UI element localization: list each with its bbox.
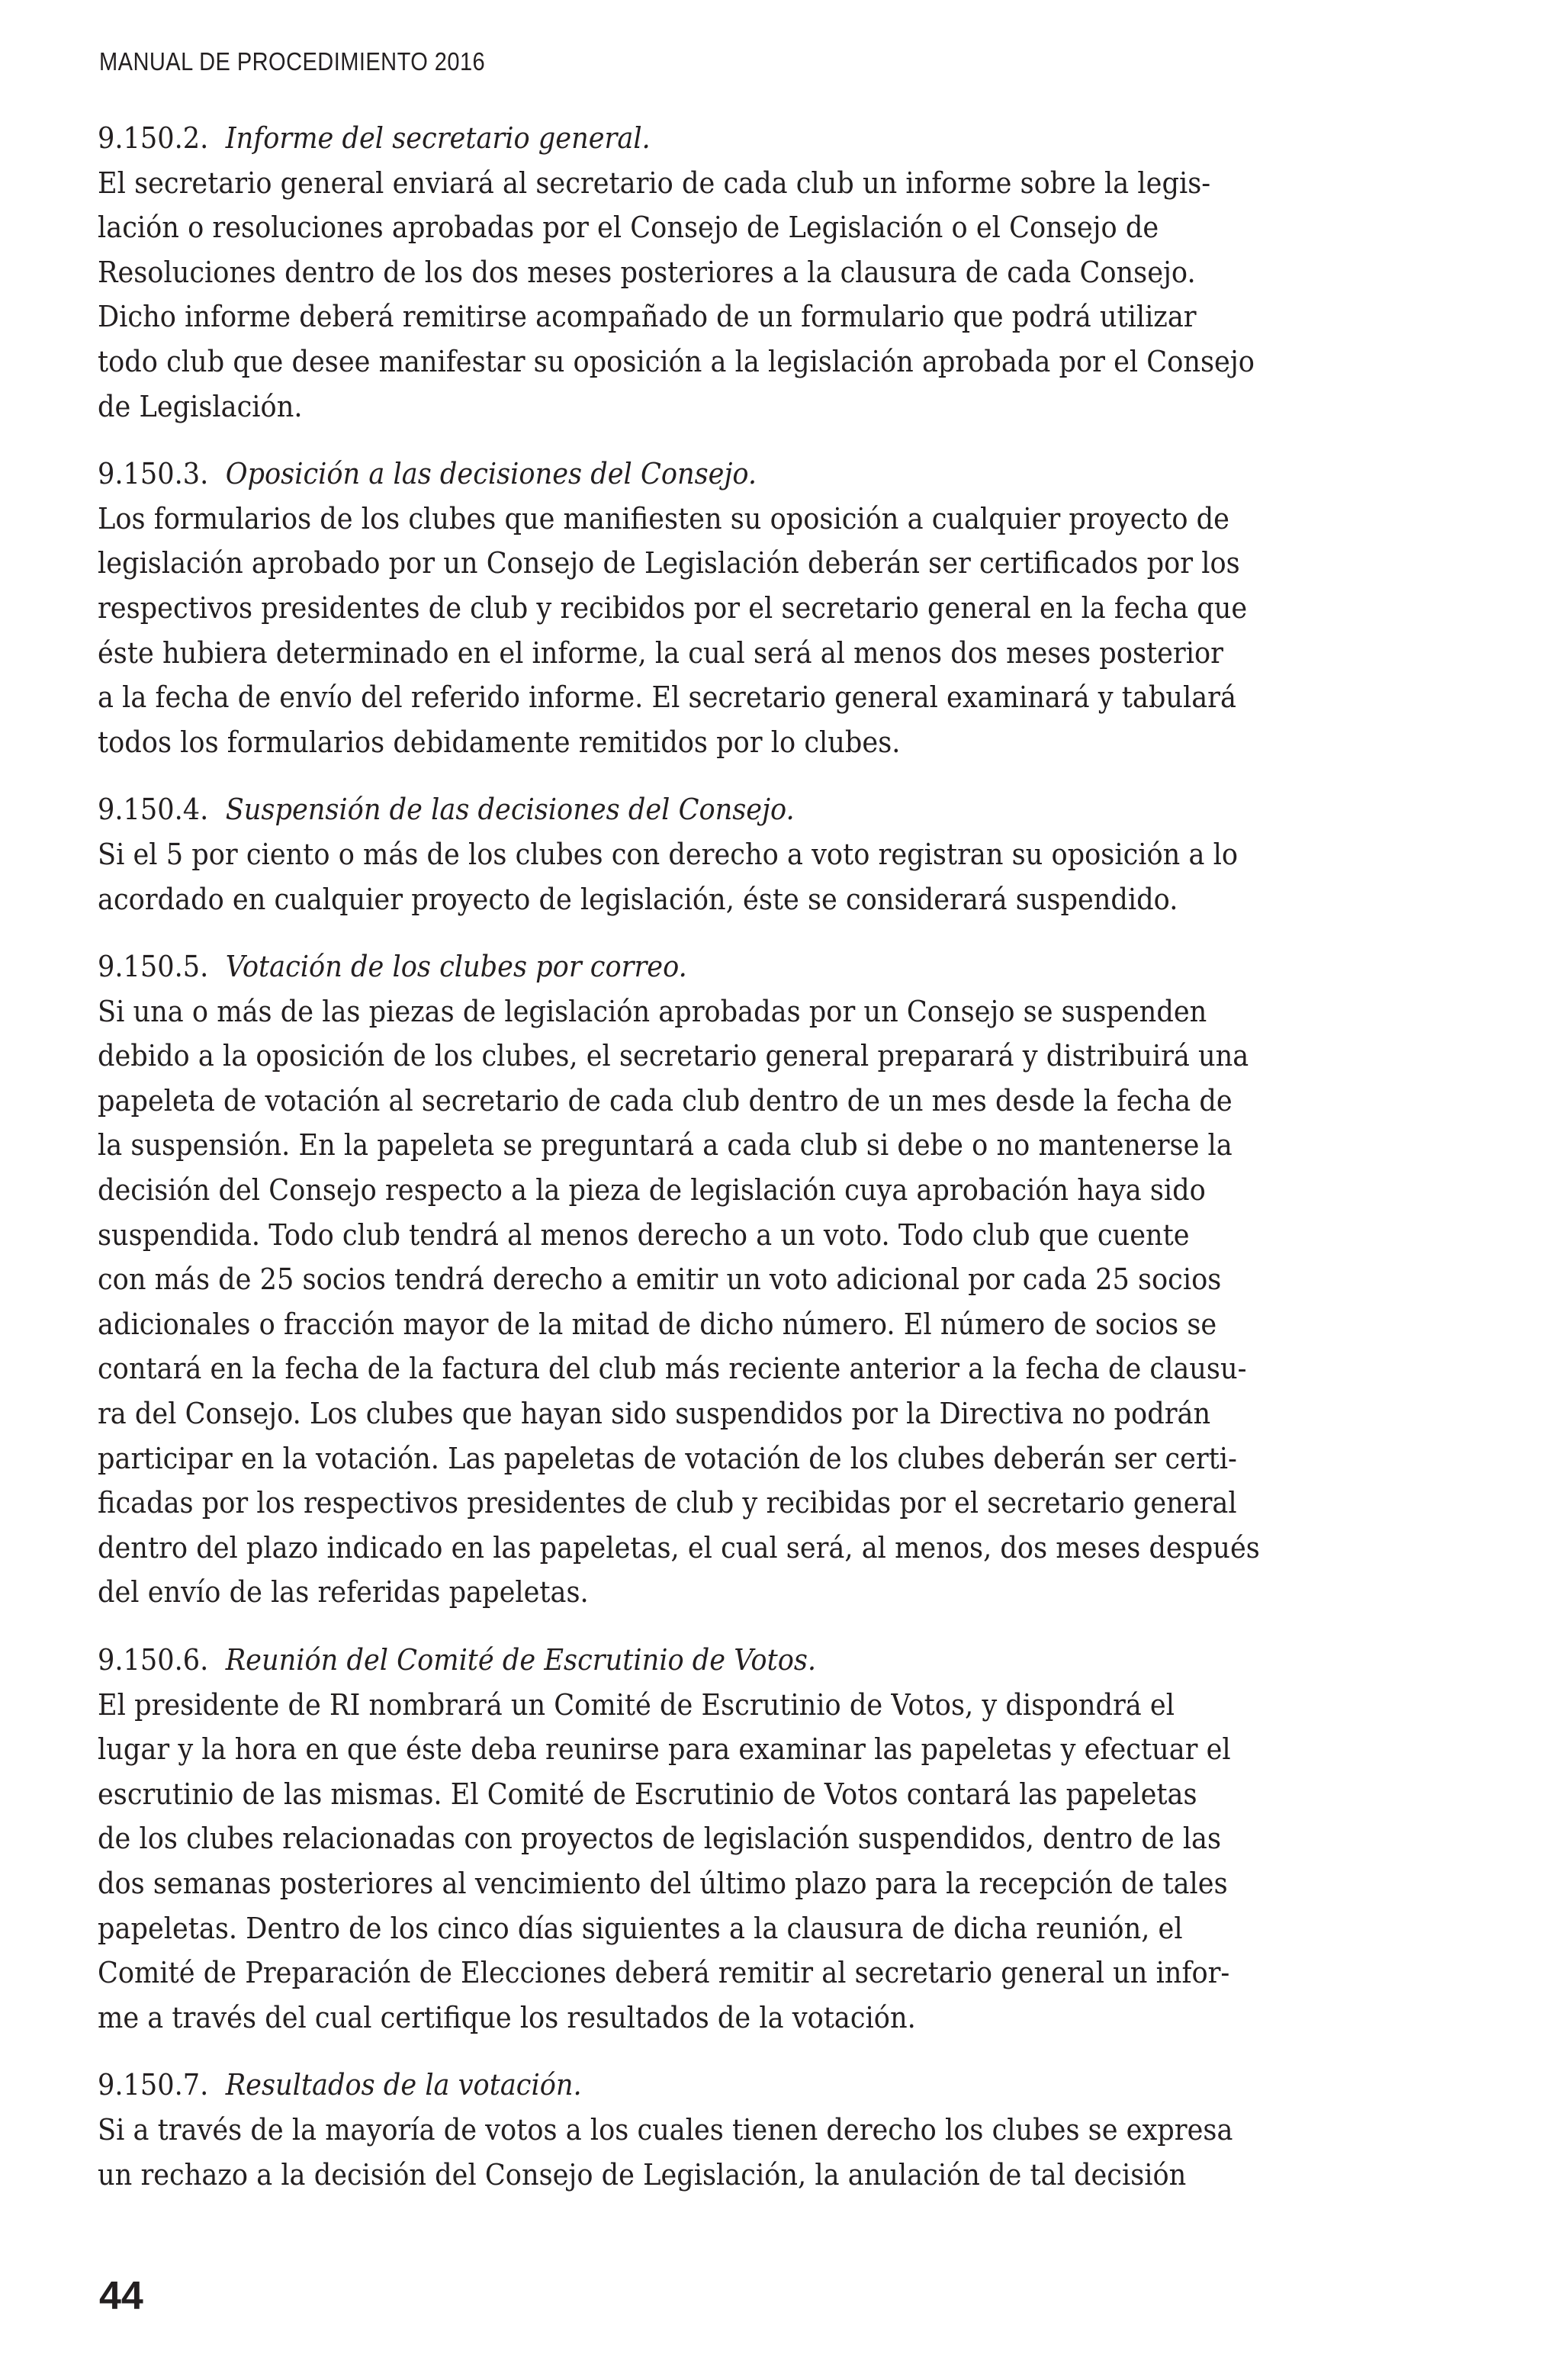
section-number: 9.150.7. [98,2068,209,2102]
section-9-150-6 [98,1638,1425,2040]
paragraph-line: la suspensión. En la papeleta se preguntará a cada club si debe o no mantenerse la [98,1128,1233,1163]
section-9-150-5 [98,944,1425,1615]
section-9-150-4 [98,787,1425,921]
paragraph-line: legislación aprobado por un Consejo de Legislación deberán ser certificados por los [98,546,1240,581]
page-number: 44 [99,2274,143,2318]
section-title: Votación de los clubes por correo. [225,950,687,984]
section-title: Oposición a las decisiones del Consejo. [225,457,757,491]
paragraph-line: Si el 5 por ciento o más de los clubes con derecho a voto registran su oposición a lo [98,837,1239,871]
paragraph-line: suspendida. Todo club tendrá al menos derecho a un voto. Todo club que cuente [98,1217,1190,1252]
paragraph-line: un rechazo a la decisión del Consejo de Legislación, la anulación de tal decisión [98,2157,1187,2192]
paragraph-line: Si una o más de las piezas de legislación aprobadas por un Consejo se suspenden [98,994,1207,1028]
paragraph-line: Si a través de la mayoría de votos a los cuales tienen derecho los clubes se expresa [98,2112,1233,2147]
paragraph-line: todos los formularios debidamente remitidos por lo clubes. [98,725,901,759]
paragraph-line: Dicho informe deberá remitirse acompañado de un formulario que podrá utilizar [98,300,1197,334]
section-title: Reunión del Comité de Escrutinio de Votos. [225,1643,817,1677]
paragraph-line: lación o resoluciones aprobadas por el Consejo de Legislación o el Consejo de [98,211,1159,245]
section-9-150-7 [98,2063,1425,2197]
paragraph-line: acordado en cualquier proyecto de legislación, éste se considerará suspendido. [98,882,1178,916]
section-title: Resultados de la votación. [225,2068,582,2102]
paragraph-line: escrutinio de las mismas. El Comité de Escrutinio de Votos contará las papeletas [98,1777,1197,1811]
paragraph-line: Comité de Preparación de Elecciones deberá remitir al secretario general un infor- [98,1956,1230,1990]
paragraph-line: respectivos presidentes de club y recibidos por el secretario general en la fecha que [98,590,1248,625]
section-number: 9.150.4. [98,793,209,827]
paragraph-line: adicionales o fracción mayor de la mitad de dicho número. El número de socios se [98,1307,1217,1341]
paragraph-line: de los clubes relacionadas con proyectos de legislación suspendidos, dentro de las [98,1822,1222,1856]
paragraph-line: contará en la fecha de la factura del club más reciente anterior a la fecha de clausu- [98,1352,1247,1386]
section-title: Informe del secretario general. [225,121,651,155]
section-heading [98,452,1326,497]
paragraph-line: a la fecha de envío del referido informe. El secretario general examinará y tabulará [98,680,1236,715]
section-title: Suspensión de las decisiones del Consejo. [225,793,795,827]
paragraph-line: me a través del cual certifique los resultados de la votación. [98,2000,916,2034]
paragraph-line: de Legislación. [98,389,303,423]
section-number: 9.150.5. [98,950,209,984]
section-number: 9.150.3. [98,457,209,491]
paragraph-line: todo club que desee manifestar su oposición a la legislación aprobada por el Consejo [98,344,1255,378]
section-heading [98,116,1326,161]
section-heading [98,2063,1326,2108]
paragraph-line: El secretario general enviará al secretario de cada club un informe sobre la legis- [98,166,1211,200]
paragraph-line: Los formularios de los clubes que manifiesten su oposición a cualquier proyecto de [98,501,1229,536]
section-heading [98,1638,1326,1683]
paragraph-line: dos semanas posteriores al vencimiento del último plazo para la recepción de tales [98,1866,1228,1900]
paragraph-line: decisión del Consejo respecto a la pieza de legislación cuya aprobación haya sido [98,1173,1206,1208]
paragraph-line: ra del Consejo. Los clubes que hayan sido suspendidos por la Directiva no podrán [98,1397,1211,1431]
paragraph-line: lugar y la hora en que éste deba reunirse para examinar las papeletas y efectuar el [98,1732,1231,1767]
paragraph-line: debido a la oposición de los clubes, el secretario general preparará y distribuirá una [98,1039,1249,1073]
paragraph-line: papeleta de votación al secretario de cada club dentro de un mes desde la fecha de [98,1083,1233,1118]
running-header: MANUAL DE PROCEDIMIENTO 2016 [99,47,486,76]
section-9-150-3 [98,452,1425,764]
paragraph-line: éste hubiera determinado en el informe, la cual será al menos dos meses posterior [98,635,1223,670]
section-heading [98,944,1326,989]
section-number: 9.150.6. [98,1643,209,1677]
section-heading [98,787,1326,832]
paragraph-line: papeletas. Dentro de los cinco días siguientes a la clausura de dicha reunión, el [98,1911,1183,1945]
paragraph-line: dentro del plazo indicado en las papeletas, el cual será, al menos, dos meses después [98,1530,1260,1565]
document-body [98,116,1425,2220]
section-number: 9.150.2. [98,121,209,155]
paragraph-line: ficadas por los respectivos presidentes de club y recibidas por el secretario general [98,1486,1237,1520]
paragraph-line: del envío de las referidas papeletas. [98,1575,589,1610]
paragraph-line: El presidente de RI nombrará un Comité de Escrutinio de Votos, y dispondrá el [98,1687,1175,1722]
paragraph-line: Resoluciones dentro de los dos meses posteriores a la clausura de cada Consejo. [98,255,1196,289]
paragraph-line: participar en la votación. Las papeletas de votación de los clubes deberán ser certi- [98,1441,1237,1475]
paragraph-line: con más de 25 socios tendrá derecho a emitir un voto adicional por cada 25 socios [98,1262,1222,1297]
section-9-150-2 [98,116,1425,429]
